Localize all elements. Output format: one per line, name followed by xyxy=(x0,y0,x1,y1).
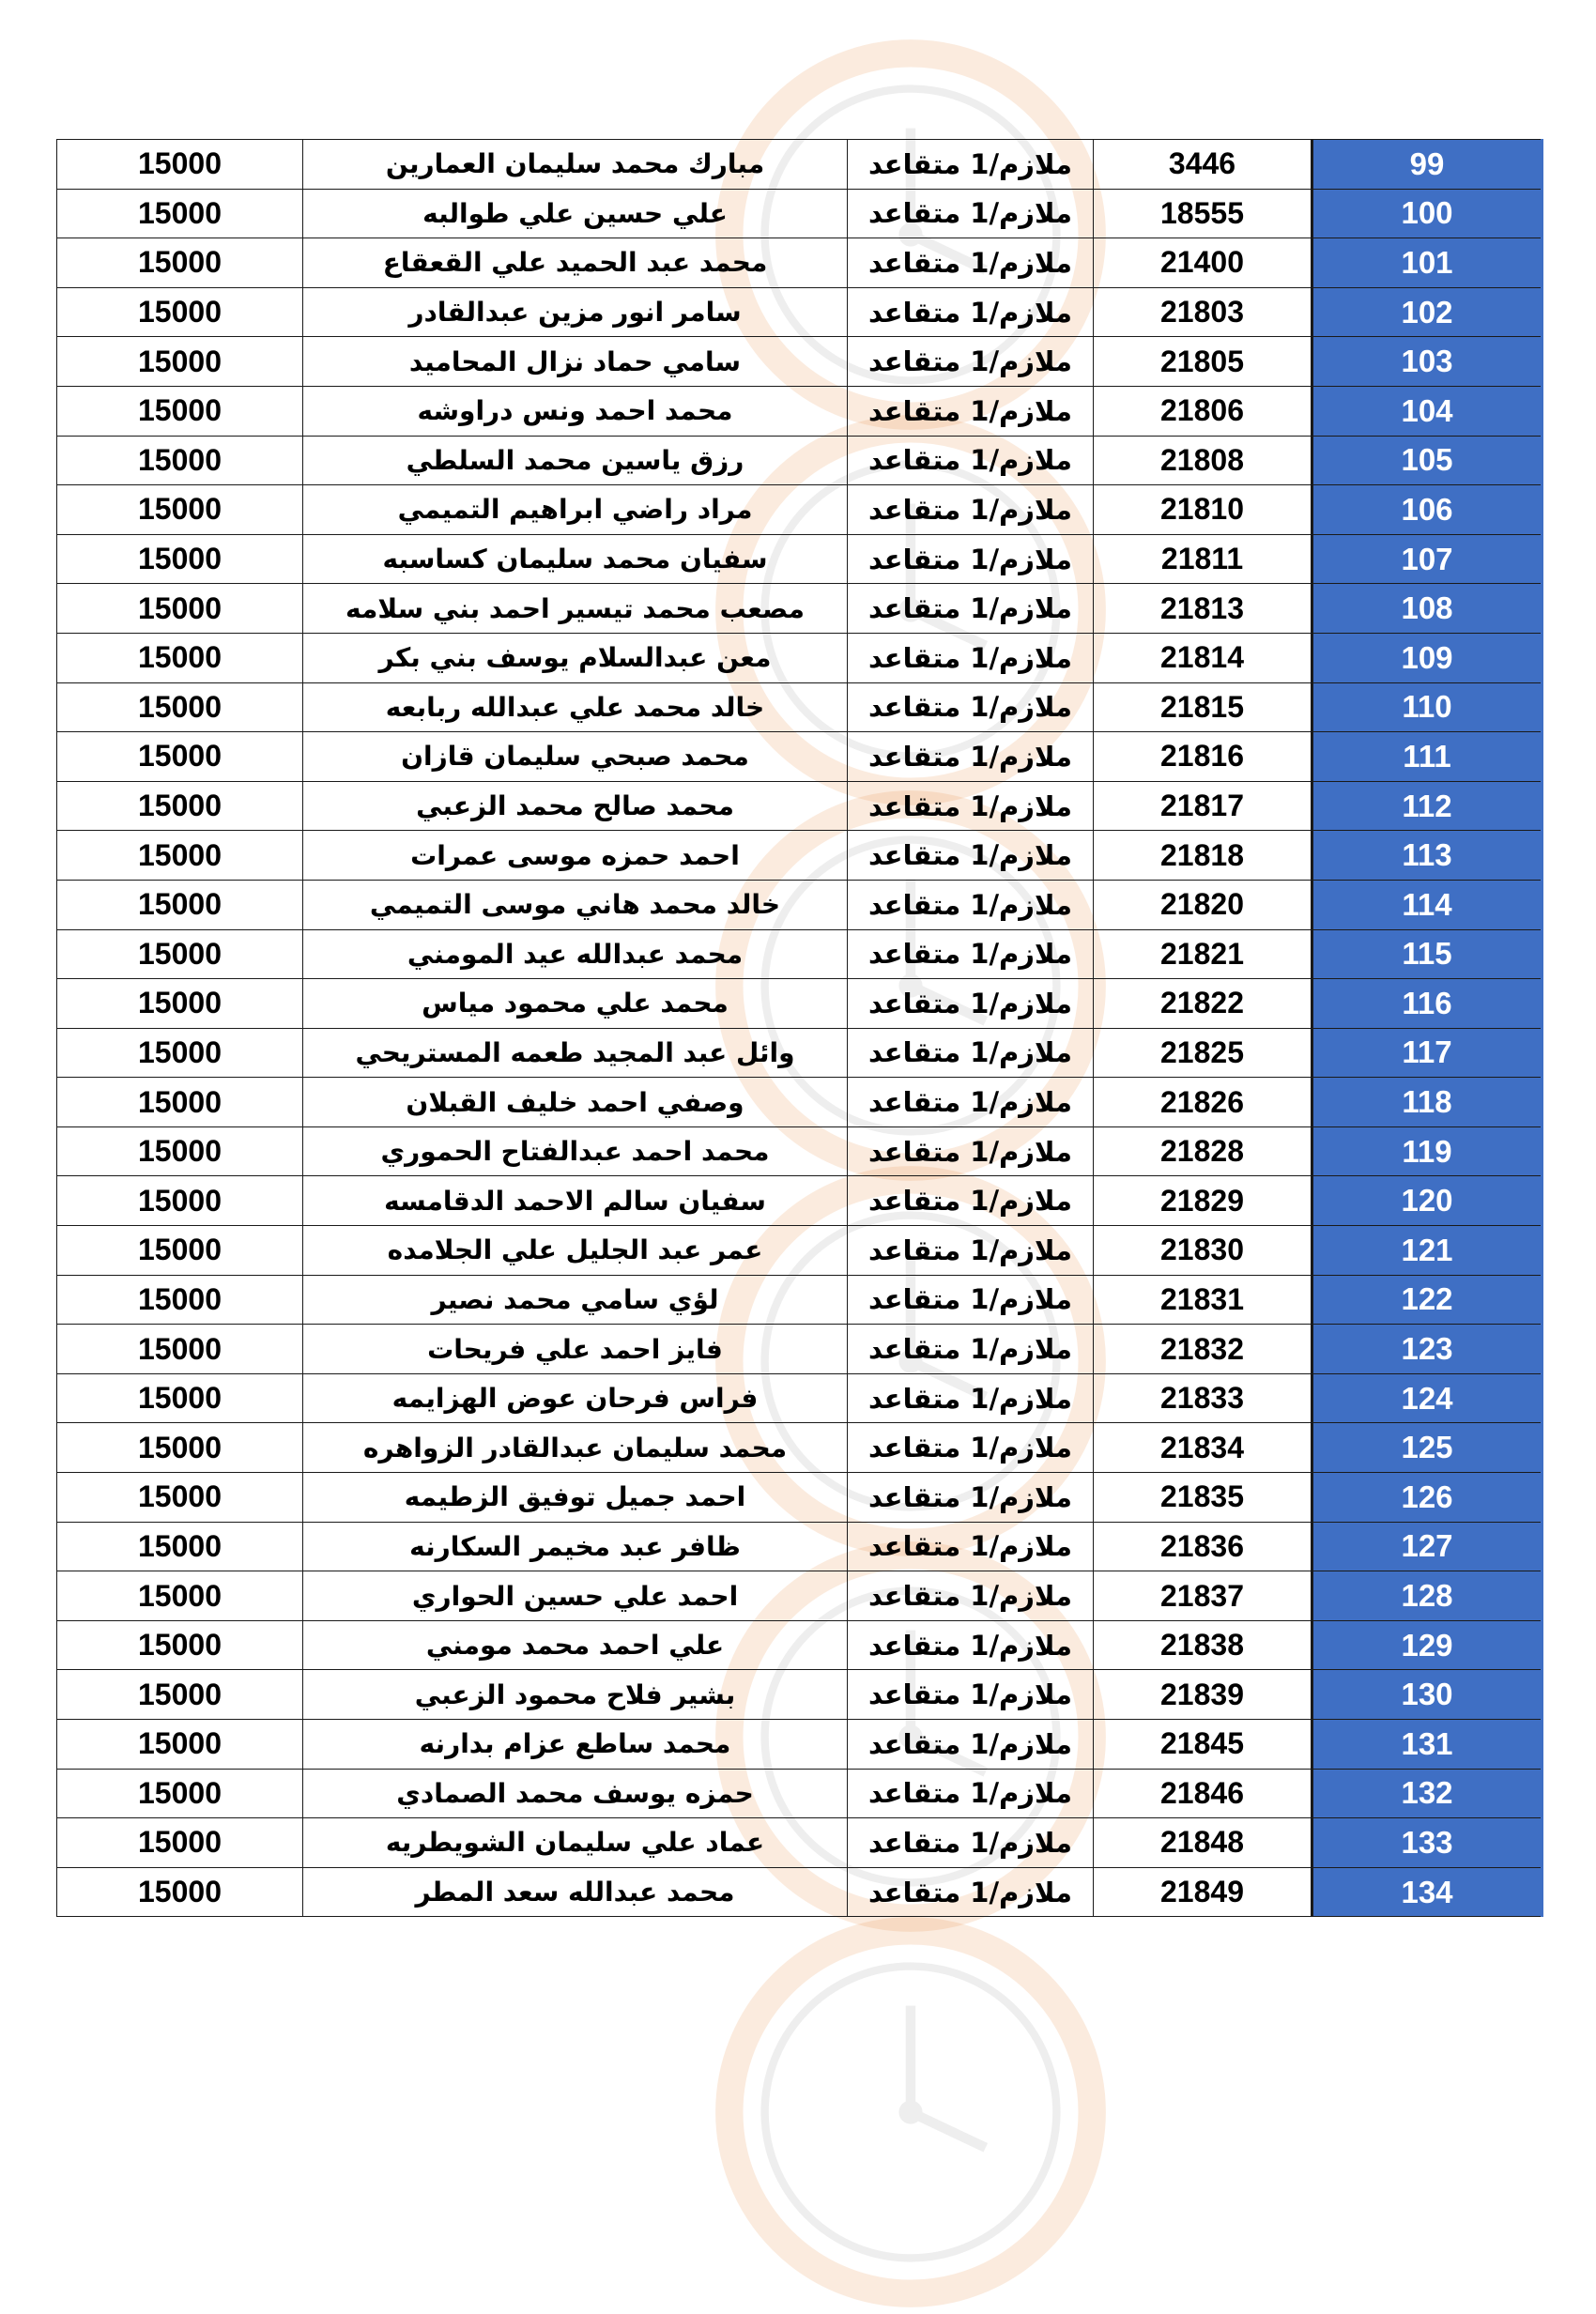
sequence-cell: 100 xyxy=(1312,189,1542,238)
rank-cell: ملازم/1 متقاعد xyxy=(848,287,1094,337)
sequence-cell: 130 xyxy=(1312,1670,1542,1720)
amount-cell: 15000 xyxy=(57,238,303,288)
table-row xyxy=(57,1373,1542,1423)
amount-cell: 15000 xyxy=(57,140,303,190)
full-name-cell: سامر انور مزين عبدالقادر xyxy=(303,287,848,337)
table-row xyxy=(57,534,1542,584)
sequence-cell: 124 xyxy=(1312,1373,1542,1423)
table-row xyxy=(57,1769,1542,1818)
amount-cell: 15000 xyxy=(57,1373,303,1423)
amount-cell: 15000 xyxy=(57,584,303,634)
sequence-cell: 112 xyxy=(1312,781,1542,831)
full-name-cell: سفيان محمد سليمان كساسبه xyxy=(303,534,848,584)
full-name-cell: محمد عبدالله عيد المومني xyxy=(303,929,848,979)
table-row xyxy=(57,238,1542,288)
sequence-cell: 103 xyxy=(1312,337,1542,387)
amount-cell: 15000 xyxy=(57,1522,303,1571)
table-row xyxy=(57,1620,1542,1670)
sequence-cell: 102 xyxy=(1312,287,1542,337)
service-number-cell: 21803 xyxy=(1094,287,1312,337)
full-name-cell: محمد صبحي سليمان قازان xyxy=(303,732,848,782)
full-name-cell: عماد علي سليمان الشويطريه xyxy=(303,1818,848,1868)
sequence-cell: 101 xyxy=(1312,238,1542,288)
full-name-cell: وصفي احمد خليف القبلان xyxy=(303,1078,848,1127)
service-number-cell: 21805 xyxy=(1094,337,1312,387)
sequence-cell: 110 xyxy=(1312,682,1542,732)
table-row xyxy=(57,1126,1542,1176)
service-number-cell: 3446 xyxy=(1094,140,1312,190)
rank-cell: ملازم/1 متقاعد xyxy=(848,386,1094,436)
sequence-cell: 127 xyxy=(1312,1522,1542,1571)
sequence-cell: 109 xyxy=(1312,633,1542,682)
amount-cell: 15000 xyxy=(57,534,303,584)
service-number-cell: 21818 xyxy=(1094,831,1312,881)
rank-cell: ملازم/1 متقاعد xyxy=(848,238,1094,288)
service-number-cell: 21833 xyxy=(1094,1373,1312,1423)
rank-cell: ملازم/1 متقاعد xyxy=(848,682,1094,732)
rank-cell: ملازم/1 متقاعد xyxy=(848,1078,1094,1127)
full-name-cell: محمد عبدالله سعد المطر xyxy=(303,1867,848,1917)
service-number-cell: 21806 xyxy=(1094,386,1312,436)
service-number-cell: 21829 xyxy=(1094,1176,1312,1226)
amount-cell: 15000 xyxy=(57,880,303,929)
amount-cell: 15000 xyxy=(57,1818,303,1868)
amount-cell: 15000 xyxy=(57,287,303,337)
amount-cell: 15000 xyxy=(57,1126,303,1176)
service-number-cell: 21836 xyxy=(1094,1522,1312,1571)
rank-cell: ملازم/1 متقاعد xyxy=(848,436,1094,485)
table-row xyxy=(57,287,1542,337)
table-row xyxy=(57,1275,1542,1325)
rank-cell: ملازم/1 متقاعد xyxy=(848,140,1094,190)
table-row xyxy=(57,732,1542,782)
amount-cell: 15000 xyxy=(57,485,303,535)
table-row xyxy=(57,1176,1542,1226)
table-row xyxy=(57,189,1542,238)
service-number-cell: 21839 xyxy=(1094,1670,1312,1720)
amount-cell: 15000 xyxy=(57,831,303,881)
sequence-cell: 123 xyxy=(1312,1325,1542,1374)
rank-cell: ملازم/1 متقاعد xyxy=(848,1769,1094,1818)
sequence-cell: 99 xyxy=(1312,140,1542,190)
full-name-cell: رزق ياسين محمد السلطي xyxy=(303,436,848,485)
service-number-cell: 21814 xyxy=(1094,633,1312,682)
sequence-cell: 113 xyxy=(1312,831,1542,881)
table-row xyxy=(57,436,1542,485)
sequence-cell: 132 xyxy=(1312,1769,1542,1818)
clock-watermark xyxy=(714,1915,1108,2309)
amount-cell: 15000 xyxy=(57,1078,303,1127)
rank-cell: ملازم/1 متقاعد xyxy=(848,880,1094,929)
full-name-cell: محمد صالح محمد الزعبي xyxy=(303,781,848,831)
amount-cell: 15000 xyxy=(57,189,303,238)
table-row xyxy=(57,337,1542,387)
rank-cell: ملازم/1 متقاعد xyxy=(848,1028,1094,1078)
rank-cell: ملازم/1 متقاعد xyxy=(848,584,1094,634)
table-row xyxy=(57,781,1542,831)
rank-cell: ملازم/1 متقاعد xyxy=(848,1226,1094,1276)
table-row xyxy=(57,880,1542,929)
rank-cell: ملازم/1 متقاعد xyxy=(848,1275,1094,1325)
service-number-cell: 21808 xyxy=(1094,436,1312,485)
rank-cell: ملازم/1 متقاعد xyxy=(848,1423,1094,1473)
service-number-cell: 21815 xyxy=(1094,682,1312,732)
sequence-cell: 128 xyxy=(1312,1571,1542,1621)
table-row xyxy=(57,584,1542,634)
full-name-cell: خالد محمد هاني موسى التميمي xyxy=(303,880,848,929)
table-row xyxy=(57,979,1542,1029)
service-number-cell: 21826 xyxy=(1094,1078,1312,1127)
service-number-cell: 21838 xyxy=(1094,1620,1312,1670)
sequence-cell: 126 xyxy=(1312,1473,1542,1523)
amount-cell: 15000 xyxy=(57,1867,303,1917)
rank-cell: ملازم/1 متقاعد xyxy=(848,732,1094,782)
full-name-cell: محمد علي محمود مياس xyxy=(303,979,848,1029)
service-number-cell: 21834 xyxy=(1094,1423,1312,1473)
full-name-cell: مصعب محمد تيسير احمد بني سلامه xyxy=(303,584,848,634)
full-name-cell: وائل عبد المجيد طعمه المستريحي xyxy=(303,1028,848,1078)
full-name-cell: عمر عبد الجليل علي الجلامده xyxy=(303,1226,848,1276)
sequence-cell: 106 xyxy=(1312,485,1542,535)
service-number-cell: 21825 xyxy=(1094,1028,1312,1078)
amount-cell: 15000 xyxy=(57,633,303,682)
rank-cell: ملازم/1 متقاعد xyxy=(848,485,1094,535)
table-row xyxy=(57,1226,1542,1276)
full-name-cell: محمد سليمان عبدالقادر الزواهره xyxy=(303,1423,848,1473)
service-number-cell: 21816 xyxy=(1094,732,1312,782)
service-number-cell: 18555 xyxy=(1094,189,1312,238)
full-name-cell: سفيان سالم الاحمد الدقامسه xyxy=(303,1176,848,1226)
table-row xyxy=(57,1670,1542,1720)
rank-cell: ملازم/1 متقاعد xyxy=(848,1818,1094,1868)
service-number-cell: 21817 xyxy=(1094,781,1312,831)
service-number-cell: 21811 xyxy=(1094,534,1312,584)
rank-cell: ملازم/1 متقاعد xyxy=(848,1522,1094,1571)
rank-cell: ملازم/1 متقاعد xyxy=(848,979,1094,1029)
full-name-cell: علي حسين علي طوالبه xyxy=(303,189,848,238)
service-number-cell: 21845 xyxy=(1094,1720,1312,1770)
sequence-cell: 114 xyxy=(1312,880,1542,929)
amount-cell: 15000 xyxy=(57,979,303,1029)
sequence-cell: 117 xyxy=(1312,1028,1542,1078)
sequence-cell: 107 xyxy=(1312,534,1542,584)
service-number-cell: 21831 xyxy=(1094,1275,1312,1325)
service-number-cell: 21400 xyxy=(1094,238,1312,288)
amount-cell: 15000 xyxy=(57,682,303,732)
amount-cell: 15000 xyxy=(57,1325,303,1374)
sequence-cell: 122 xyxy=(1312,1275,1542,1325)
rank-cell: ملازم/1 متقاعد xyxy=(848,831,1094,881)
amount-cell: 15000 xyxy=(57,781,303,831)
table-row xyxy=(57,929,1542,979)
amount-cell: 15000 xyxy=(57,732,303,782)
full-name-cell: ظافر عبد مخيمر السكارنه xyxy=(303,1522,848,1571)
full-name-cell: احمد حمزه موسى عمرات xyxy=(303,831,848,881)
service-number-cell: 21846 xyxy=(1094,1769,1312,1818)
full-name-cell: احمد جميل توفيق الزطيمه xyxy=(303,1473,848,1523)
full-name-cell: محمد ساطع عزام بدارنه xyxy=(303,1720,848,1770)
table-row xyxy=(57,1473,1542,1523)
amount-cell: 15000 xyxy=(57,1670,303,1720)
full-name-cell: حمزه يوسف محمد الصمادي xyxy=(303,1769,848,1818)
table-row xyxy=(57,386,1542,436)
rank-cell: ملازم/1 متقاعد xyxy=(848,929,1094,979)
amount-cell: 15000 xyxy=(57,436,303,485)
sequence-cell: 116 xyxy=(1312,979,1542,1029)
amount-cell: 15000 xyxy=(57,1275,303,1325)
full-name-cell: محمد احمد ونس دراوشه xyxy=(303,386,848,436)
table-row xyxy=(57,1720,1542,1770)
table-row xyxy=(57,1078,1542,1127)
amount-cell: 15000 xyxy=(57,1028,303,1078)
rank-cell: ملازم/1 متقاعد xyxy=(848,189,1094,238)
sequence-cell: 131 xyxy=(1312,1720,1542,1770)
sequence-cell: 125 xyxy=(1312,1423,1542,1473)
amount-cell: 15000 xyxy=(57,1620,303,1670)
payroll-table xyxy=(56,139,1543,1917)
rank-cell: ملازم/1 متقاعد xyxy=(848,1571,1094,1621)
service-number-cell: 21835 xyxy=(1094,1473,1312,1523)
full-name-cell: احمد علي حسين الحواري xyxy=(303,1571,848,1621)
rank-cell: ملازم/1 متقاعد xyxy=(848,534,1094,584)
full-name-cell: بشير فلاح محمود الزعبي xyxy=(303,1670,848,1720)
rank-cell: ملازم/1 متقاعد xyxy=(848,1720,1094,1770)
table-row xyxy=(57,682,1542,732)
rank-cell: ملازم/1 متقاعد xyxy=(848,1325,1094,1374)
amount-cell: 15000 xyxy=(57,386,303,436)
sequence-cell: 119 xyxy=(1312,1126,1542,1176)
full-name-cell: محمد عبد الحميد علي القعقاع xyxy=(303,238,848,288)
full-name-cell: علي احمد محمد مومني xyxy=(303,1620,848,1670)
table-row xyxy=(57,1522,1542,1571)
table-row xyxy=(57,1867,1542,1917)
table-row xyxy=(57,1028,1542,1078)
rank-cell: ملازم/1 متقاعد xyxy=(848,1867,1094,1917)
amount-cell: 15000 xyxy=(57,1226,303,1276)
rank-cell: ملازم/1 متقاعد xyxy=(848,1176,1094,1226)
full-name-cell: خالد محمد علي عبدالله ربابعه xyxy=(303,682,848,732)
service-number-cell: 21848 xyxy=(1094,1818,1312,1868)
rank-cell: ملازم/1 متقاعد xyxy=(848,1670,1094,1720)
sequence-cell: 105 xyxy=(1312,436,1542,485)
table-row xyxy=(57,140,1542,190)
service-number-cell: 21830 xyxy=(1094,1226,1312,1276)
sequence-cell: 111 xyxy=(1312,732,1542,782)
table-row xyxy=(57,1571,1542,1621)
rank-cell: ملازم/1 متقاعد xyxy=(848,1620,1094,1670)
amount-cell: 15000 xyxy=(57,929,303,979)
amount-cell: 15000 xyxy=(57,1571,303,1621)
sequence-cell: 134 xyxy=(1312,1867,1542,1917)
amount-cell: 15000 xyxy=(57,1473,303,1523)
service-number-cell: 21813 xyxy=(1094,584,1312,634)
amount-cell: 15000 xyxy=(57,1176,303,1226)
sequence-cell: 120 xyxy=(1312,1176,1542,1226)
table-body xyxy=(57,140,1542,1917)
rank-cell: ملازم/1 متقاعد xyxy=(848,781,1094,831)
service-number-cell: 21822 xyxy=(1094,979,1312,1029)
table-row xyxy=(57,485,1542,535)
service-number-cell: 21821 xyxy=(1094,929,1312,979)
amount-cell: 15000 xyxy=(57,1720,303,1770)
full-name-cell: سامي حماد نزال المحاميد xyxy=(303,337,848,387)
sequence-cell: 121 xyxy=(1312,1226,1542,1276)
service-number-cell: 21832 xyxy=(1094,1325,1312,1374)
table-row xyxy=(57,831,1542,881)
table-row xyxy=(57,633,1542,682)
sequence-cell: 133 xyxy=(1312,1818,1542,1868)
service-number-cell: 21837 xyxy=(1094,1571,1312,1621)
rank-cell: ملازم/1 متقاعد xyxy=(848,1373,1094,1423)
service-number-cell: 21828 xyxy=(1094,1126,1312,1176)
sequence-cell: 118 xyxy=(1312,1078,1542,1127)
amount-cell: 15000 xyxy=(57,337,303,387)
full-name-cell: مراد راضي ابراهيم التميمي xyxy=(303,485,848,535)
sequence-cell: 129 xyxy=(1312,1620,1542,1670)
table-row xyxy=(57,1818,1542,1868)
service-number-cell: 21810 xyxy=(1094,485,1312,535)
full-name-cell: معن عبدالسلام يوسف بني بكر xyxy=(303,633,848,682)
sequence-cell: 108 xyxy=(1312,584,1542,634)
amount-cell: 15000 xyxy=(57,1769,303,1818)
sequence-cell: 115 xyxy=(1312,929,1542,979)
full-name-cell: مبارك محمد سليمان العمارين xyxy=(303,140,848,190)
amount-cell: 15000 xyxy=(57,1423,303,1473)
rank-cell: ملازم/1 متقاعد xyxy=(848,337,1094,387)
table-row xyxy=(57,1423,1542,1473)
full-name-cell: فراس فرحان عوض الهزايمه xyxy=(303,1373,848,1423)
rank-cell: ملازم/1 متقاعد xyxy=(848,1126,1094,1176)
full-name-cell: لؤي سامي محمد نصير xyxy=(303,1275,848,1325)
service-number-cell: 21820 xyxy=(1094,880,1312,929)
sequence-cell: 104 xyxy=(1312,386,1542,436)
rank-cell: ملازم/1 متقاعد xyxy=(848,633,1094,682)
table-row xyxy=(57,1325,1542,1374)
service-number-cell: 21849 xyxy=(1094,1867,1312,1917)
full-name-cell: فايز احمد علي فريحات xyxy=(303,1325,848,1374)
rank-cell: ملازم/1 متقاعد xyxy=(848,1473,1094,1523)
full-name-cell: محمد احمد عبدالفتاح الحموري xyxy=(303,1126,848,1176)
